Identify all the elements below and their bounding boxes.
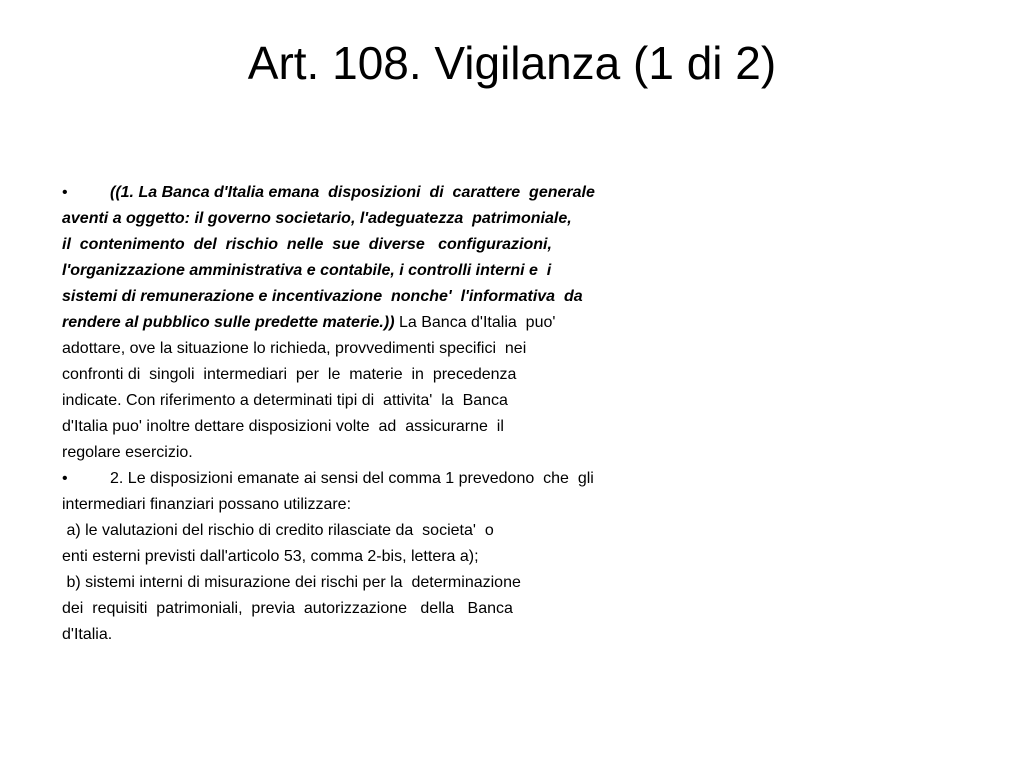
slide-body <box>62 180 722 648</box>
regular-text: La Banca d'Italia puo' <box>394 314 556 331</box>
paragraph-1-line-7: adottare, ove la situazione lo richieda, provvedimenti specifici nei <box>62 340 527 357</box>
paragraph-2-line-2: intermediari finanziari possano utilizzare: <box>62 496 352 513</box>
paragraph-1-line-1 <box>62 180 722 206</box>
bullet-2: • <box>62 470 68 487</box>
italic-text: rendere al pubblico sulle predette materie.)) <box>62 314 395 331</box>
paragraph-1-line-5: sistemi di remunerazione e incentivazione nonche' l'informativa da <box>62 288 583 305</box>
bullet-1: • <box>62 184 68 201</box>
paragraph-1-line-6 <box>62 310 722 336</box>
slide-title: Art. 108. Vigilanza (1 di 2) <box>247 37 777 89</box>
paragraph-1-line-10: d'Italia puo' inoltre dettare disposizioni volte ad assicurarne il <box>62 418 504 435</box>
paragraph-1-line-3: il contenimento del rischio nelle sue diverse configurazioni, <box>62 236 552 253</box>
paragraph-2-line-4: enti esterni previsti dall'articolo 53, comma 2-bis, lettera a); <box>62 548 479 565</box>
paragraph-1-line-8: confronti di singoli intermediari per le materie in precedenza <box>62 366 517 383</box>
paragraph-1-line-11: regolare esercizio. <box>62 444 193 461</box>
paragraph-2-line-7: d'Italia. <box>62 626 113 643</box>
regular-text: 2. Le disposizioni emanate ai sensi del comma 1 prevedono che gli <box>110 470 594 487</box>
italic-text: ((1. La Banca d'Italia emana disposizioni di carattere generale <box>110 184 595 201</box>
paragraph-2-line-6: dei requisiti patrimoniali, previa autorizzazione della Banca <box>62 600 513 617</box>
paragraph-2-line-5: b) sistemi interni di misurazione dei rischi per la determinazione <box>62 574 521 591</box>
paragraph-2-line-1 <box>62 466 722 492</box>
paragraph-1-line-9: indicate. Con riferimento a determinati tipi di attivita' la Banca <box>62 392 508 409</box>
paragraph-2-line-3: a) le valutazioni del rischio di credito rilasciate da societa' o <box>62 522 494 539</box>
paragraph-1-line-4: l'organizzazione amministrativa e contabile, i controlli interni e i <box>62 262 552 279</box>
paragraph-1-line-2: aventi a oggetto: il governo societario, l'adeguatezza patrimoniale, <box>62 210 572 227</box>
